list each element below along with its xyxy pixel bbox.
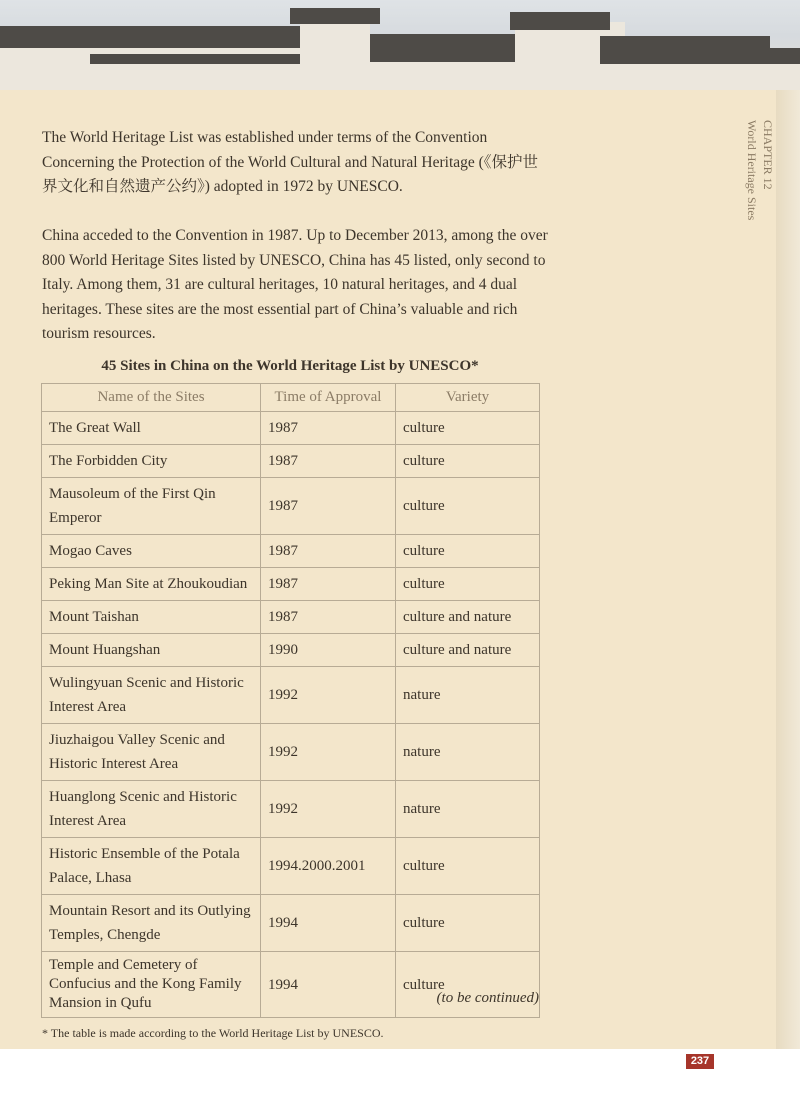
site-name: Peking Man Site at Zhoukoudian bbox=[42, 568, 261, 601]
table-row bbox=[42, 895, 540, 952]
table-row bbox=[42, 781, 540, 838]
table-row bbox=[42, 568, 540, 601]
approval-time: 1990 bbox=[261, 634, 396, 667]
chapter-label: CHAPTER 12 bbox=[761, 120, 775, 190]
site-variety: nature bbox=[396, 667, 540, 724]
site-variety: culture and nature bbox=[396, 601, 540, 634]
site-variety: culture bbox=[396, 838, 540, 895]
table-row bbox=[42, 445, 540, 478]
site-name: Mountain Resort and its Outlying Temples, Chengde bbox=[42, 895, 261, 952]
approval-time: 1987 bbox=[261, 568, 396, 601]
table-row bbox=[42, 667, 540, 724]
site-name: Temple and Cemetery of Confucius and the Kong Family Mansion in Qufu bbox=[42, 952, 261, 1018]
site-variety: culture bbox=[396, 895, 540, 952]
approval-time: 1987 bbox=[261, 535, 396, 568]
approval-time: 1994 bbox=[261, 895, 396, 952]
approval-time: 1994.2000.2001 bbox=[261, 838, 396, 895]
approval-time: 1987 bbox=[261, 478, 396, 535]
table-row bbox=[42, 412, 540, 445]
intro-paragraph-1: The World Heritage List was established under terms of the Convention Concerning the Protection of the World Cultural and Natural Heritage (《保护世界文化和自然遗产公约》) adopted in 1972 by UNESCO. bbox=[42, 129, 539, 195]
heritage-sites-table bbox=[41, 383, 540, 1018]
header-name: Name of the Sites bbox=[42, 384, 261, 412]
site-name: Mount Huangshan bbox=[42, 634, 261, 667]
table-row bbox=[42, 535, 540, 568]
table-row bbox=[42, 838, 540, 895]
site-name: Mount Taishan bbox=[42, 601, 261, 634]
site-variety: culture and nature bbox=[396, 634, 540, 667]
header-photo-rooftops bbox=[0, 0, 800, 90]
site-name: Wulingyuan Scenic and Historic Interest Area bbox=[42, 667, 261, 724]
table-row bbox=[42, 952, 540, 1018]
continued-note: (to be continued) bbox=[436, 990, 539, 1006]
table-row bbox=[42, 634, 540, 667]
site-name: The Great Wall bbox=[42, 412, 261, 445]
approval-time: 1992 bbox=[261, 724, 396, 781]
page-number-badge: 237 bbox=[686, 1054, 714, 1069]
intro-paragraph-2: China acceded to the Convention in 1987. Up to December 2013, among the over 800 World Heritage Sites listed by UNESCO, China has 45 listed, only second to Italy. Among them, 31 are cultural heritages, 10 natural heritages, and 4 dual heritages. These sites are the most essential part of China’s valuable and rich tourism resources. bbox=[42, 227, 548, 342]
approval-time: 1992 bbox=[261, 781, 396, 838]
header-time: Time of Approval bbox=[261, 384, 396, 412]
approval-time: 1994 bbox=[261, 952, 396, 1018]
site-variety: culture bbox=[396, 952, 540, 1018]
approval-time: 1992 bbox=[261, 667, 396, 724]
site-name: The Forbidden City bbox=[42, 445, 261, 478]
site-variety: culture bbox=[396, 535, 540, 568]
site-variety: nature bbox=[396, 724, 540, 781]
approval-time: 1987 bbox=[261, 412, 396, 445]
table-row bbox=[42, 724, 540, 781]
approval-time: 1987 bbox=[261, 601, 396, 634]
site-name: Huanglong Scenic and Historic Interest Area bbox=[42, 781, 261, 838]
table-header-row bbox=[42, 384, 540, 412]
site-variety: culture bbox=[396, 478, 540, 535]
chapter-side-header bbox=[744, 120, 776, 220]
site-name: Mogao Caves bbox=[42, 535, 261, 568]
site-name: Jiuzhaigou Valley Scenic and Historic Interest Area bbox=[42, 724, 261, 781]
site-variety: culture bbox=[396, 568, 540, 601]
chapter-title: World Heritage Sites bbox=[745, 120, 759, 221]
header-variety: Variety bbox=[396, 384, 540, 412]
site-variety: culture bbox=[396, 445, 540, 478]
table-row bbox=[42, 601, 540, 634]
site-name: Historic Ensemble of the Potala Palace, Lhasa bbox=[42, 838, 261, 895]
site-variety: culture bbox=[396, 412, 540, 445]
site-variety: nature bbox=[396, 781, 540, 838]
table-row bbox=[42, 478, 540, 535]
approval-time: 1987 bbox=[261, 445, 396, 478]
page-edge-shadow bbox=[776, 90, 800, 1049]
site-name: Mausoleum of the First Qin Emperor bbox=[42, 478, 261, 535]
table-footnote: * The table is made according to the World Heritage List by UNESCO. bbox=[42, 1026, 384, 1040]
table-title: 45 Sites in China on the World Heritage List by UNESCO* bbox=[101, 358, 479, 374]
